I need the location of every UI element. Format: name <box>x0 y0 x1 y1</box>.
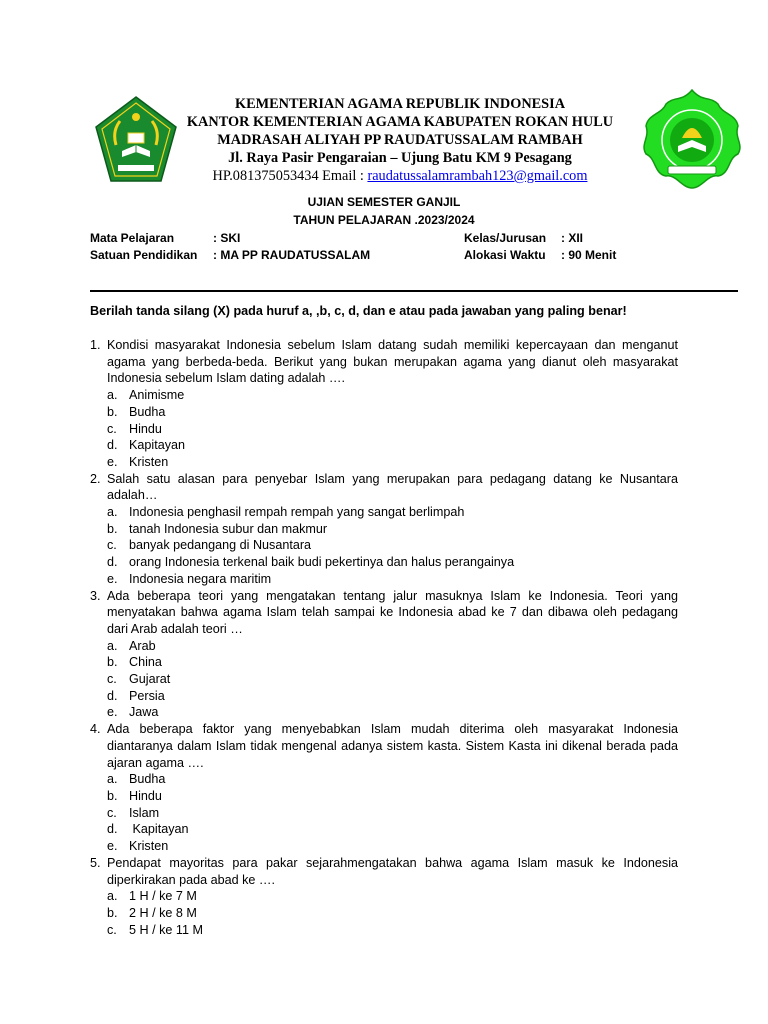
answer-options <box>107 387 678 471</box>
answer-option <box>107 404 678 421</box>
time-value: : 90 Menit <box>561 248 617 262</box>
question-number: 5. <box>90 855 101 870</box>
answer-options <box>107 504 678 588</box>
option-text: 1 H / ke 7 M <box>129 889 197 904</box>
option-text: banyak pedangang di Nusantara <box>129 538 312 553</box>
exam-title: UJIAN SEMESTER GANJIL <box>307 195 461 209</box>
madrasah-logo <box>638 88 746 192</box>
email-link[interactable]: raudatussalamrambah123@gmail.com <box>367 168 588 184</box>
contact-line <box>170 167 630 185</box>
question-list <box>90 337 678 938</box>
option-text: Kapitayan <box>129 438 186 453</box>
question-text: Salah satu alasan para penyebar Islam yang merupakan para pedagang datang ke Nusantara adalah… <box>107 471 678 503</box>
option-text: 2 H / ke 8 M <box>129 905 197 920</box>
option-text: Budha <box>129 404 166 419</box>
option-letter: c. <box>107 538 117 553</box>
question-stem <box>90 337 678 387</box>
option-text: Indonesia penghasil rempah rempah yang sangat berlimpah <box>129 505 465 520</box>
answer-option <box>107 571 678 588</box>
option-letter: a. <box>107 638 118 653</box>
unit-value: : MA PP RAUDATUSSALAM <box>213 248 371 262</box>
option-text: Kapitayan <box>129 822 189 837</box>
option-text: Hindu <box>129 788 162 803</box>
answer-option <box>107 638 678 655</box>
class-label: Kelas/Jurusan <box>464 231 547 245</box>
option-letter: e. <box>107 705 118 720</box>
option-letter: e. <box>107 839 118 854</box>
question-text: Ada beberapa teori yang mengatakan tentang jalur masuknya Islam ke Indonesia. Teori yang menyatakan bahwa agama Islam telah sampai ke Indonesia abad ke 7 dan dibawa oleh pedagang dari Arab adalah teori … <box>107 588 678 636</box>
option-letter: c. <box>107 922 117 937</box>
option-text: Gujarat <box>129 672 171 687</box>
question-number: 3. <box>90 588 101 603</box>
answer-option <box>107 521 678 538</box>
question-number: 2. <box>90 471 101 486</box>
question-number: 4. <box>90 722 101 737</box>
subject-label: Mata Pelajaran <box>90 231 175 245</box>
school-address: Jl. Raya Pasir Pengaraian – Ujung Batu KM 9 Pesagang <box>228 150 572 166</box>
question-4 <box>90 721 678 855</box>
answer-option <box>107 504 678 521</box>
option-letter: d. <box>107 822 118 837</box>
question-5 <box>90 855 678 939</box>
answer-option <box>107 905 678 922</box>
option-letter: e. <box>107 571 118 586</box>
answer-option <box>107 922 678 939</box>
answer-option <box>107 688 678 705</box>
option-letter: e. <box>107 454 118 469</box>
answer-option <box>107 788 678 805</box>
option-letter: d. <box>107 438 118 453</box>
exam-info-left <box>90 230 370 264</box>
option-text: Arab <box>129 638 156 653</box>
option-text: Hindu <box>129 421 162 436</box>
option-text: 5 H / ke 11 M <box>129 922 203 937</box>
school-name: MADRASAH ALIYAH PP RAUDATUSSALAM RAMBAH <box>217 132 583 148</box>
option-letter: c. <box>107 672 117 687</box>
unit-label: Satuan Pendidikan <box>90 248 198 262</box>
kemenag-logo <box>94 95 178 185</box>
option-letter: b. <box>107 788 118 803</box>
answer-options <box>107 888 678 938</box>
option-letter: a. <box>107 388 118 403</box>
option-letter: a. <box>107 772 118 787</box>
option-text: Persia <box>129 688 165 703</box>
question-stem <box>90 721 678 771</box>
question-stem <box>90 471 678 504</box>
question-2 <box>90 471 678 588</box>
question-text: Ada beberapa faktor yang menyebabkan Islam mudah diterima oleh masyarakat Indonesia diantaranya dalam Islam tidak mengenal adanya sistem kasta. Sistem Kasta ini dikenal berada pada ajaran agama …. <box>107 722 678 770</box>
option-text: Budha <box>129 772 166 787</box>
option-text: Animisme <box>129 388 185 403</box>
question-3 <box>90 588 678 722</box>
phone-label: HP.081375053434 Email : <box>212 168 368 184</box>
option-letter: b. <box>107 521 118 536</box>
answer-option <box>107 838 678 855</box>
question-1 <box>90 337 678 471</box>
answer-option <box>107 654 678 671</box>
answer-option <box>107 537 678 554</box>
option-text: Kristen <box>129 839 169 854</box>
academic-year: TAHUN PELAJARAN .2023/2024 <box>293 213 475 227</box>
answer-option <box>107 454 678 471</box>
option-text: Islam <box>129 805 160 820</box>
answer-options <box>107 638 678 722</box>
option-letter: d. <box>107 555 118 570</box>
ministry-name: KEMENTERIAN AGAMA REPUBLIK INDONESIA <box>234 96 566 112</box>
option-text: China <box>129 655 162 670</box>
answer-option <box>107 888 678 905</box>
header-divider <box>90 290 738 292</box>
option-text: Kristen <box>129 454 169 469</box>
answer-option <box>107 704 678 721</box>
question-text: Pendapat mayoritas para pakar sejarahmengatakan bahwa agama Islam masuk ke Indonesia diperkirakan pada abad ke …. <box>107 855 678 887</box>
instruction: Berilah tanda silang (X) pada huruf a, ,b, c, d, dan e atau pada jawaban yang paling benar! <box>90 304 627 318</box>
option-letter: c. <box>107 421 117 436</box>
answer-option <box>107 387 678 404</box>
answer-options <box>107 771 678 855</box>
letterhead <box>170 95 630 185</box>
option-letter: d. <box>107 688 118 703</box>
option-text: tanah Indonesia subur dan makmur <box>129 521 328 536</box>
office-name: KANTOR KEMENTERIAN AGAMA KABUPATEN ROKAN HULU <box>186 114 614 130</box>
time-label: Alokasi Waktu <box>464 248 546 262</box>
question-stem <box>90 855 678 888</box>
answer-option <box>107 554 678 571</box>
class-value: : XII <box>561 231 584 245</box>
option-text: Jawa <box>129 705 159 720</box>
option-letter: c. <box>107 805 117 820</box>
question-stem <box>90 588 678 638</box>
answer-option <box>107 421 678 438</box>
option-letter: b. <box>107 655 118 670</box>
option-letter: b. <box>107 404 118 419</box>
answer-option <box>107 771 678 788</box>
answer-option <box>107 671 678 688</box>
option-letter: a. <box>107 505 118 520</box>
subject-value: : SKI <box>213 231 241 245</box>
option-letter: b. <box>107 905 118 920</box>
option-letter: a. <box>107 889 118 904</box>
exam-info-right <box>464 230 616 264</box>
answer-option <box>107 821 678 838</box>
question-number: 1. <box>90 338 101 352</box>
answer-option <box>107 437 678 454</box>
option-text: Indonesia negara maritim <box>129 571 272 586</box>
option-text: orang Indonesia terkenal baik budi pekertinya dan halus perangainya <box>129 555 515 570</box>
answer-option <box>107 805 678 822</box>
question-text: Kondisi masyarakat Indonesia sebelum Islam datang sudah memiliki kepercayaan dan menganut agama yang berbeda-beda. Berikut yang bukan merupakan agama yang dianut oleh masyarakat Indonesia sebelum Islam dating adalah …. <box>107 338 678 386</box>
